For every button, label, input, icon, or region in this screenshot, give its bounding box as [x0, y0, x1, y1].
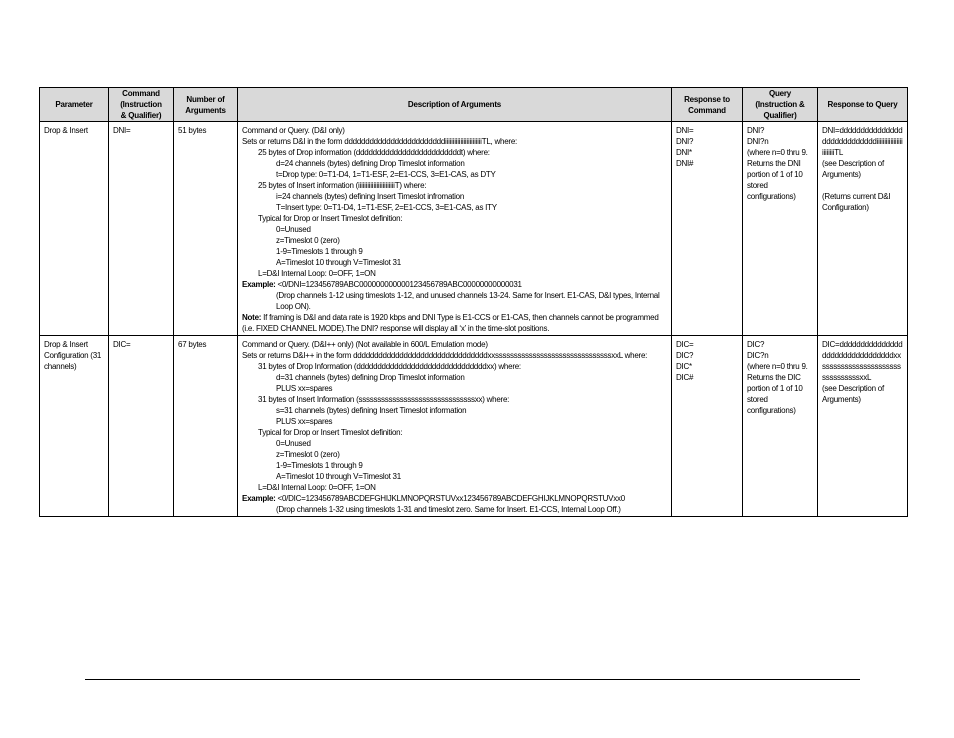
desc-line: z=Timeslot 0 (zero): [276, 450, 340, 459]
parameter-cell: Drop & Insert: [40, 122, 109, 336]
query-response-line: DNI=ddddddddddddddddddddddddddddiiiiiiiiiiiiiiiiiiiiiiiiiTL: [822, 126, 903, 157]
note-value: If framing is D&I and data rate is 1920 kbps and DNI Type is E1-CCS or E1-CAS, then channels cannot be programmed (i.e. FIXED CHANNEL MODE).The DNI? response will display all ‘x’ in the time-slot positions.: [242, 313, 659, 333]
command-cell: DIC=: [109, 336, 174, 517]
desc-line: 31 bytes of Insert Information (sssssssssssssssssssssssssssssssxx) where:: [258, 395, 510, 404]
query-cell: [743, 336, 818, 517]
desc-line: PLUS xx=spares: [276, 384, 333, 393]
example-line: [242, 279, 668, 290]
example-note: (Drop channels 1-12 using timeslots 1-12, and unused channels 13-24. Same for Insert. E1-CAS, D&I types, Internal Loop ON).: [276, 291, 660, 311]
desc-line: 25 bytes of Drop information (dddddddddddddddddddddddddt) where:: [258, 148, 490, 157]
query-line: DIC?n: [747, 351, 769, 360]
desc-line: 25 bytes of Insert information (iiiiiiiiiiiiiiiiiiiiiiiiT) where:: [258, 181, 427, 190]
desc-line: Typical for Drop or Insert Timeslot definition:: [258, 214, 403, 223]
header-response-to-command: Response to Command: [672, 88, 743, 122]
desc-line: 31 bytes of Drop Information (dddddddddddddddddddddddddddddddxx) where:: [258, 362, 521, 371]
query-line: (where n=0 thru 9.: [747, 362, 808, 371]
response-cell: [672, 122, 743, 336]
desc-line: 1-9=Timeslots 1 through 9: [276, 461, 363, 470]
header-parameter: Parameter: [40, 88, 109, 122]
desc-line: A=Timeslot 10 through V=Timeslot 31: [276, 258, 401, 267]
table-row: [40, 336, 908, 517]
desc-line: PLUS xx=spares: [276, 417, 333, 426]
desc-line: d=31 channels (bytes) defining Drop Timeslot information: [276, 373, 465, 382]
header-number-of-arguments: Number of Arguments: [174, 88, 238, 122]
query-response-line: (see Description of Arguments): [822, 159, 884, 179]
command-cell: DNI=: [109, 122, 174, 336]
desc-line: s=31 channels (bytes) defining Insert Timeslot information: [276, 406, 467, 415]
desc-line: Typical for Drop or Insert Timeslot definition:: [258, 428, 403, 437]
desc-line: Command or Query. (D&I++ only) (Not available in 600/L Emulation mode): [242, 340, 488, 349]
response-item: DNI=: [676, 126, 694, 135]
query-line: DNI?: [747, 126, 765, 135]
footer-rule: [85, 679, 860, 680]
note-label: Note:: [242, 313, 262, 322]
desc-line: t=Drop type: 0=T1-D4, 1=T1-ESF, 2=E1-CCS, 3=E1-CAS, as DTY: [276, 170, 496, 179]
table-row: [40, 122, 908, 336]
example-value: <0/DIC=123456789ABCDEFGHIJKLMNOPQRSTUVxx123456789ABCDEFGHIJKLMNOPQRSTUVxx0: [275, 494, 625, 503]
response-item: DIC#: [676, 373, 694, 382]
example-value: <0/DNI=123456789ABC000000000000123456789ABC00000000000031: [275, 280, 522, 289]
response-item: DIC?: [676, 351, 694, 360]
query-response-cell: [818, 122, 908, 336]
response-item: DIC*: [676, 362, 692, 371]
desc-line: d=24 channels (bytes) defining Drop Timeslot information: [276, 159, 465, 168]
command-table: [39, 87, 908, 517]
desc-line: 0=Unused: [276, 225, 311, 234]
response-cell: [672, 336, 743, 517]
desc-line: 0=Unused: [276, 439, 311, 448]
query-line: DIC?: [747, 340, 765, 349]
query-line: DNI?n: [747, 137, 769, 146]
desc-line: L=D&I Internal Loop: 0=OFF, 1=ON: [258, 483, 376, 492]
response-item: DNI*: [676, 148, 692, 157]
query-response-line: (Returns current D&I Configuration): [822, 192, 891, 212]
header-response-to-query: Response to Query: [818, 88, 908, 122]
desc-line: 1-9=Timeslots 1 through 9: [276, 247, 363, 256]
response-item: DIC=: [676, 340, 694, 349]
query-response-cell: [818, 336, 908, 517]
description-cell: [238, 122, 672, 336]
example-label: Example:: [242, 280, 276, 289]
query-line: (where n=0 thru 9.: [747, 148, 808, 157]
query-response-line: (see Description of Arguments): [822, 384, 884, 404]
header-query: Query (Instruction & Qualifier): [743, 88, 818, 122]
query-line: Returns the DIC portion of 1 of 10 stored configurations): [747, 373, 803, 415]
example-line: [242, 493, 668, 504]
desc-line: z=Timeslot 0 (zero): [276, 236, 340, 245]
desc-line: Sets or returns D&I++ in the form ddddddddddddddddddddddddddddddddxxsssssssssssssssssssssssssssssssxxL where:: [242, 351, 648, 360]
example-label: Example:: [242, 494, 276, 503]
desc-line: Sets or returns D&I in the form ddddddddddddddddddddddddiiiiiiiiiiiiiiiiiiiiiiiiTL, where:: [242, 137, 517, 146]
query-cell: [743, 122, 818, 336]
response-item: DNI#: [676, 159, 694, 168]
query-response-line: DIC=ddddddddddddddddddddddddddddddddxxsssssssssssssssssssssssssssssssxxL: [822, 340, 903, 382]
table-header-row: [40, 88, 908, 122]
header-description: Description of Arguments: [238, 88, 672, 122]
note-line: [242, 312, 668, 334]
desc-line: L=D&I Internal Loop: 0=OFF, 1=ON: [258, 269, 376, 278]
example-note: (Drop channels 1-32 using timeslots 1-31 and timeslot zero. Same for Insert. E1-CCS, Internal Loop Off.): [276, 505, 621, 514]
parameter-cell: Drop & Insert Configuration (31 channels): [40, 336, 109, 517]
query-line: Returns the DNI portion of 1 of 10 stored configurations): [747, 159, 803, 201]
num-args-cell: 51 bytes: [174, 122, 238, 336]
desc-line: Command or Query. (D&I only): [242, 126, 345, 135]
desc-line: A=Timeslot 10 through V=Timeslot 31: [276, 472, 401, 481]
description-cell: [238, 336, 672, 517]
desc-line: T=Insert type: 0=T1-D4, 1=T1-ESF, 2=E1-CCS, 3=E1-CAS, as ITY: [276, 203, 497, 212]
num-args-cell: 67 bytes: [174, 336, 238, 517]
desc-line: i=24 channels (bytes) defining Insert Timeslot infromation: [276, 192, 465, 201]
header-command: Command (Instruction & Qualifier): [109, 88, 174, 122]
response-item: DNI?: [676, 137, 694, 146]
